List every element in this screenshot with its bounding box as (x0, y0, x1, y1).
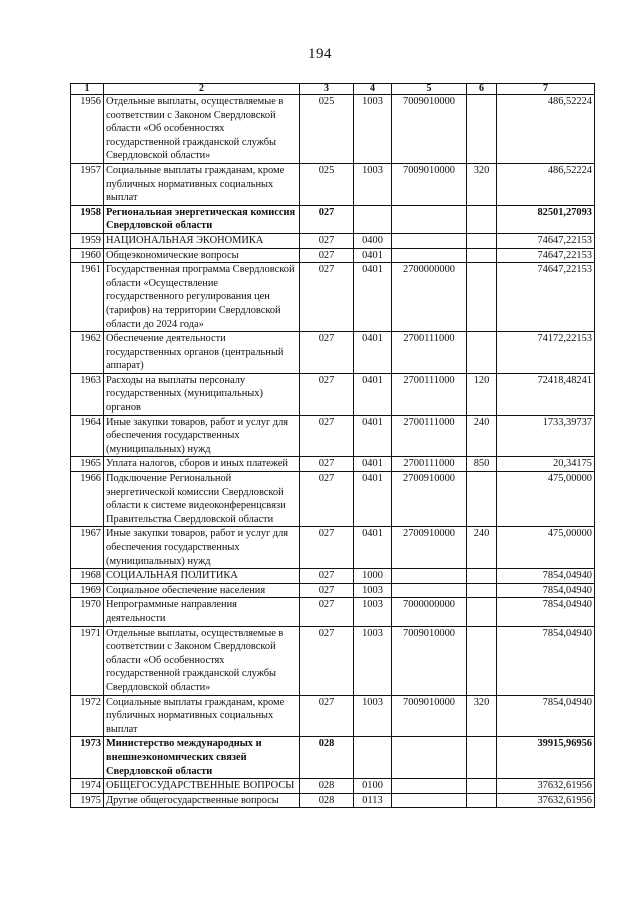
table-row (71, 737, 595, 779)
row-expense-type: 240 (467, 415, 497, 457)
row-number: 1963 (71, 373, 104, 415)
row-name: Отдельные выплаты, осуществляемые в соответствии с Законом Свердловской области «Об особенностях государственной гражданской службы Свердловской области» (104, 95, 300, 164)
header-col-5: 5 (392, 84, 467, 95)
row-expense-type (467, 626, 497, 695)
row-section-code: 0400 (354, 233, 392, 248)
row-expense-type (467, 263, 497, 332)
row-number: 1970 (71, 598, 104, 626)
row-name: Государственная программа Свердловской области «Осуществление государственного регулирования цен (тарифов) на территории Свердловской области до 2024 года» (104, 263, 300, 332)
row-target-code: 7009010000 (392, 163, 467, 205)
row-number: 1967 (71, 527, 104, 569)
row-name: СОЦИАЛЬНАЯ ПОЛИТИКА (104, 569, 300, 584)
row-number: 1959 (71, 233, 104, 248)
table-row (71, 695, 595, 737)
row-target-code (392, 583, 467, 598)
row-number: 1960 (71, 248, 104, 263)
row-expense-type (467, 95, 497, 164)
row-expense-type (467, 583, 497, 598)
row-number: 1962 (71, 332, 104, 374)
row-target-code: 2700111000 (392, 415, 467, 457)
row-section-code: 0401 (354, 457, 392, 472)
row-admin-code: 028 (300, 737, 354, 779)
row-number: 1965 (71, 457, 104, 472)
row-name: Обеспечение деятельности государственных органов (центральный аппарат) (104, 332, 300, 374)
row-amount: 7854,04940 (497, 598, 595, 626)
row-amount: 20,34175 (497, 457, 595, 472)
row-expense-type (467, 248, 497, 263)
row-target-code (392, 205, 467, 233)
header-col-1: 1 (71, 84, 104, 95)
row-amount: 37632,61956 (497, 793, 595, 808)
row-admin-code: 027 (300, 373, 354, 415)
row-target-code: 2700910000 (392, 527, 467, 569)
row-amount: 7854,04940 (497, 569, 595, 584)
row-expense-type (467, 472, 497, 527)
row-number: 1973 (71, 737, 104, 779)
row-target-code: 7009010000 (392, 695, 467, 737)
row-section-code: 0401 (354, 332, 392, 374)
row-name: Социальные выплаты гражданам, кроме публичных нормативных социальных выплат (104, 695, 300, 737)
table-row (71, 457, 595, 472)
row-expense-type (467, 569, 497, 584)
row-name: Отдельные выплаты, осуществляемые в соответствии с Законом Свердловской области «Об особенностях государственной гражданской службы Свердловской области» (104, 626, 300, 695)
row-target-code: 2700111000 (392, 373, 467, 415)
table-row (71, 163, 595, 205)
table-row (71, 205, 595, 233)
row-section-code: 0401 (354, 248, 392, 263)
header-col-4: 4 (354, 84, 392, 95)
row-amount: 475,00000 (497, 527, 595, 569)
row-admin-code: 027 (300, 205, 354, 233)
row-amount: 74172,22153 (497, 332, 595, 374)
row-number: 1968 (71, 569, 104, 584)
row-target-code: 2700910000 (392, 472, 467, 527)
row-name: Региональная энергетическая комиссия Свердловской области (104, 205, 300, 233)
table-row (71, 95, 595, 164)
row-name: ОБЩЕГОСУДАРСТВЕННЫЕ ВОПРОСЫ (104, 779, 300, 794)
row-admin-code: 027 (300, 626, 354, 695)
row-name: Подключение Региональной энергетической комиссии Свердловской области к системе видеоконференцсвязи Правительства Свердловской области (104, 472, 300, 527)
row-admin-code: 027 (300, 263, 354, 332)
row-section-code: 0401 (354, 415, 392, 457)
row-target-code (392, 737, 467, 779)
row-expense-type (467, 332, 497, 374)
header-col-7: 7 (497, 84, 595, 95)
row-expense-type (467, 793, 497, 808)
row-admin-code: 027 (300, 457, 354, 472)
row-admin-code: 027 (300, 472, 354, 527)
table-row (71, 233, 595, 248)
row-amount: 7854,04940 (497, 583, 595, 598)
table-row (71, 415, 595, 457)
row-name: Иные закупки товаров, работ и услуг для обеспечения государственных (муниципальных) нужд (104, 527, 300, 569)
table-row (71, 626, 595, 695)
row-admin-code: 027 (300, 248, 354, 263)
row-expense-type: 240 (467, 527, 497, 569)
row-target-code (392, 248, 467, 263)
row-section-code: 0401 (354, 373, 392, 415)
row-target-code: 7009010000 (392, 95, 467, 164)
row-amount: 39915,96956 (497, 737, 595, 779)
row-amount: 74647,22153 (497, 248, 595, 263)
row-target-code: 2700000000 (392, 263, 467, 332)
row-amount: 486,52224 (497, 95, 595, 164)
row-number: 1956 (71, 95, 104, 164)
row-name: Социальные выплаты гражданам, кроме публичных нормативных социальных выплат (104, 163, 300, 205)
row-admin-code: 027 (300, 233, 354, 248)
row-admin-code: 027 (300, 695, 354, 737)
row-section-code (354, 205, 392, 233)
page-number: 194 (308, 46, 332, 62)
row-admin-code: 027 (300, 527, 354, 569)
row-name: Министерство международных и внешнеэкономических связей Свердловской области (104, 737, 300, 779)
row-name: Расходы на выплаты персоналу государственных (муниципальных) органов (104, 373, 300, 415)
row-number: 1958 (71, 205, 104, 233)
header-col-6: 6 (467, 84, 497, 95)
row-admin-code: 025 (300, 95, 354, 164)
row-admin-code: 028 (300, 779, 354, 794)
row-name: Социальное обеспечение населения (104, 583, 300, 598)
row-section-code: 1003 (354, 583, 392, 598)
table-row (71, 569, 595, 584)
row-expense-type: 320 (467, 163, 497, 205)
row-target-code (392, 233, 467, 248)
row-name: Общеэкономические вопросы (104, 248, 300, 263)
row-name: НАЦИОНАЛЬНАЯ ЭКОНОМИКА (104, 233, 300, 248)
row-number: 1969 (71, 583, 104, 598)
row-target-code: 7000000000 (392, 598, 467, 626)
row-expense-type (467, 737, 497, 779)
row-amount: 74647,22153 (497, 233, 595, 248)
row-amount: 82501,27093 (497, 205, 595, 233)
row-section-code: 0113 (354, 793, 392, 808)
row-admin-code: 027 (300, 415, 354, 457)
row-number: 1964 (71, 415, 104, 457)
row-target-code (392, 569, 467, 584)
table-row (71, 583, 595, 598)
budget-table (70, 83, 595, 808)
row-section-code: 0100 (354, 779, 392, 794)
row-amount: 72418,48241 (497, 373, 595, 415)
row-expense-type (467, 598, 497, 626)
row-target-code: 7009010000 (392, 626, 467, 695)
row-admin-code: 027 (300, 569, 354, 584)
row-number: 1966 (71, 472, 104, 527)
row-expense-type (467, 205, 497, 233)
row-amount: 37632,61956 (497, 779, 595, 794)
row-number: 1961 (71, 263, 104, 332)
row-amount: 7854,04940 (497, 695, 595, 737)
row-name: Другие общегосударственные вопросы (104, 793, 300, 808)
table-row (71, 263, 595, 332)
table-row (71, 779, 595, 794)
row-amount: 7854,04940 (497, 626, 595, 695)
table-row (71, 598, 595, 626)
row-target-code: 2700111000 (392, 457, 467, 472)
row-name: Непрограммные направления деятельности (104, 598, 300, 626)
row-number: 1974 (71, 779, 104, 794)
row-expense-type: 120 (467, 373, 497, 415)
row-amount: 1733,39737 (497, 415, 595, 457)
row-expense-type (467, 233, 497, 248)
row-number: 1971 (71, 626, 104, 695)
row-amount: 74647,22153 (497, 263, 595, 332)
row-section-code: 1000 (354, 569, 392, 584)
row-section-code: 1003 (354, 695, 392, 737)
row-target-code (392, 779, 467, 794)
header-col-3: 3 (300, 84, 354, 95)
row-target-code: 2700111000 (392, 332, 467, 374)
row-expense-type: 320 (467, 695, 497, 737)
table-row (71, 793, 595, 808)
row-number: 1972 (71, 695, 104, 737)
row-admin-code: 028 (300, 793, 354, 808)
row-admin-code: 027 (300, 332, 354, 374)
row-section-code: 1003 (354, 626, 392, 695)
row-section-code (354, 737, 392, 779)
row-target-code (392, 793, 467, 808)
row-amount: 486,52224 (497, 163, 595, 205)
row-admin-code: 025 (300, 163, 354, 205)
row-section-code: 0401 (354, 472, 392, 527)
row-admin-code: 027 (300, 598, 354, 626)
row-number: 1957 (71, 163, 104, 205)
row-name: Уплата налогов, сборов и иных платежей (104, 457, 300, 472)
header-col-2: 2 (104, 84, 300, 95)
row-section-code: 1003 (354, 95, 392, 164)
row-number: 1975 (71, 793, 104, 808)
table-row (71, 472, 595, 527)
table-row (71, 527, 595, 569)
header-row (71, 84, 595, 95)
row-expense-type: 850 (467, 457, 497, 472)
row-section-code: 0401 (354, 527, 392, 569)
row-section-code: 1003 (354, 598, 392, 626)
table-row (71, 248, 595, 263)
row-name: Иные закупки товаров, работ и услуг для обеспечения государственных (муниципальных) нужд (104, 415, 300, 457)
row-expense-type (467, 779, 497, 794)
table-row (71, 332, 595, 374)
row-amount: 475,00000 (497, 472, 595, 527)
table-row (71, 373, 595, 415)
row-section-code: 1003 (354, 163, 392, 205)
row-admin-code: 027 (300, 583, 354, 598)
row-section-code: 0401 (354, 263, 392, 332)
